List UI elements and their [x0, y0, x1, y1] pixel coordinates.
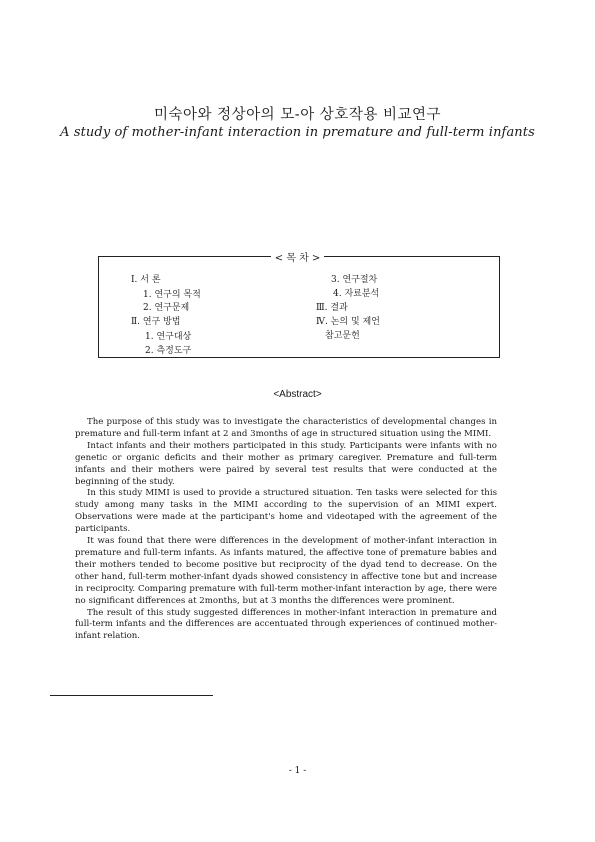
toc-item-results: Ⅲ. 결과 [316, 303, 348, 313]
abstract-paragraph: It was found that there were differences in the development of mother-infant interaction in premature and full-term infants. As infants matured, the affective tone of premature babies and their mothers tended to become positive but reciprocity of the dyad tend to decrease. On the other hand, full-term mother-infant dyads showed consistency in affective tone but and increase in reciprocity. Comparing premature with full-term mother-infant interaction by age, there were no significant differences at 2months, but at 3 months the differences were prominent. [75, 536, 497, 606]
toc-item-instruments: 2. 측정도구 [145, 346, 192, 356]
toc-item-references: 참고문헌 [325, 331, 360, 341]
title-english: A study of mother-infant interaction in premature and full-term infants [60, 125, 535, 140]
toc-heading [0, 249, 595, 264]
title-korean: 미숙아와 정상아의 모-아 상호작용 비교연구 [154, 107, 441, 123]
toc-item-methods: Ⅱ. 연구 방법 [131, 317, 181, 327]
toc-item-introduction: Ⅰ. 서 론 [131, 275, 161, 285]
abstract-paragraph: The purpose of this study was to investigate the characteristics of developmental changes in premature and full-term infant at 2 and 3months of age in structured situation using the MIMI. [75, 417, 497, 439]
page-number: - 1 - [288, 766, 307, 776]
footnote-divider [50, 695, 213, 696]
toc-item-data-analysis: 4. 자료분석 [333, 289, 380, 299]
toc-item-research-purpose: 1. 연구의 목적 [143, 290, 201, 300]
abstract-paragraph: The result of this study suggested differences in mother-infant interaction in premature and full-term infants and the differences are accentuated through experiences of continued mother-infant relation. [75, 607, 497, 642]
abstract-paragraph: In this study MIMI is used to provide a structured situation. Ten tasks were selected for this study among many tasks in the MIMI according to the supervision of an MIMI expert. Observations were made at the participant's home and videotaped with the agreement of the participants. [75, 488, 497, 535]
toc-item-discussion: Ⅳ. 논의 및 제언 [316, 317, 380, 327]
abstract-paragraph: Intact infants and their mothers participated in this study. Participants were infants with no genetic or organic deficits and their mother as primary caregiver. Premature and full-term infants and their mothers were paired by several test results that were conducted at the beginning of the study. [75, 440, 497, 487]
abstract-heading: <Abstract> [273, 389, 322, 400]
abstract-body [75, 417, 497, 643]
toc-item-procedure: 3. 연구절차 [331, 275, 378, 285]
toc-item-research-questions: 2. 연구문제 [143, 303, 190, 313]
toc-heading-text: < 목 차 > [271, 253, 325, 264]
toc-item-participants: 1. 연구대상 [145, 332, 192, 342]
